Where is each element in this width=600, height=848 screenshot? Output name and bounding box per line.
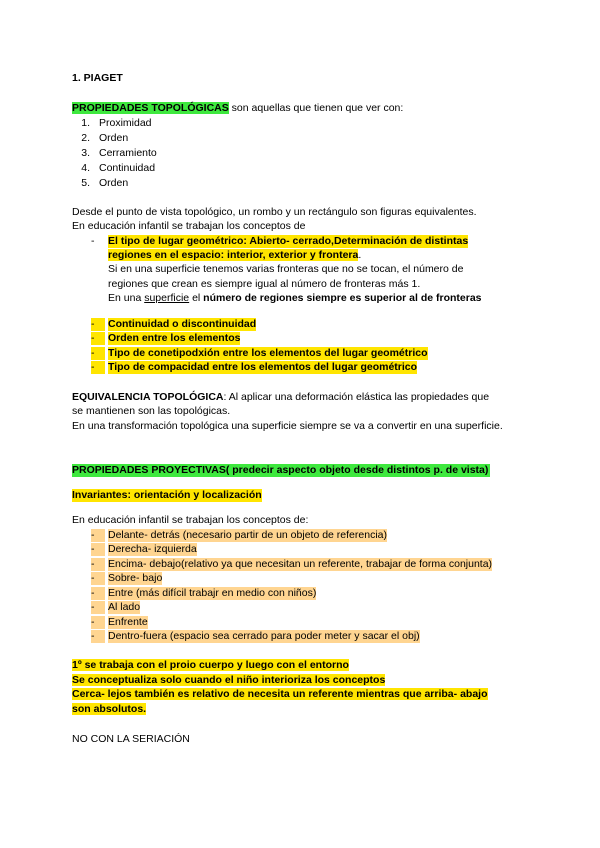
topo-item-1-text-cont: regiones en el espacio: interior, exterior y frontera bbox=[108, 249, 359, 261]
dash-bullet: - bbox=[91, 572, 105, 585]
list-number: 3. bbox=[81, 147, 90, 159]
dash-bullet: - bbox=[91, 332, 105, 345]
proj-item-text: Sobre- bajo bbox=[108, 572, 163, 584]
list-text: Orden bbox=[99, 132, 129, 144]
list-text: Orden bbox=[99, 177, 129, 189]
topo-sub-line-1: Si en una superficie tenemos varias fronteras que no se tocan, el número de bbox=[108, 263, 464, 275]
underlined-word: superficie bbox=[144, 292, 190, 304]
dash-bullet: - bbox=[91, 630, 105, 643]
note-text: Se conceptualiza solo cuando el niño interioriza los conceptos bbox=[72, 674, 386, 686]
equiv-text: : Al aplicar una deformación elástica las propiedades que bbox=[223, 391, 490, 403]
topo-item-text: Orden entre los elementos bbox=[108, 332, 241, 344]
proj-item-text: Derecha- izquierda bbox=[108, 543, 197, 555]
list-number: 2. bbox=[81, 132, 90, 144]
text-fragment: el bbox=[189, 292, 204, 304]
proj-item-text: Entre (más difícil trabajr en medio con niños) bbox=[108, 587, 317, 599]
bold-phrase: número de regiones siempre es superior al de fronteras bbox=[203, 292, 482, 304]
list-text: Cerramiento bbox=[99, 147, 157, 159]
list-item bbox=[72, 117, 152, 130]
proj-note bbox=[72, 674, 385, 687]
dash-bullet: - bbox=[91, 529, 105, 542]
dash-bullet: - bbox=[91, 347, 105, 360]
proj-item-text: Dentro-fuera (espacio sea cerrado para poder meter y sacar el obj) bbox=[108, 630, 420, 642]
footer-note: NO CON LA SERIACIÓN bbox=[72, 733, 190, 745]
topo-paragraph-1: Desde el punto de vista topológico, un rombo y un rectángulo son figuras equivalentes. bbox=[72, 206, 477, 218]
topo-item-1-text: El tipo de lugar geométrico: Abierto- cerrado,Determinación de distintas bbox=[108, 235, 469, 247]
proj-note bbox=[72, 688, 488, 701]
dash-bullet: - bbox=[91, 616, 105, 629]
proj-item-text: Al lado bbox=[108, 601, 141, 613]
topo-item-text: Tipo de compacidad entre los elementos del lugar geométrico bbox=[108, 361, 418, 373]
list-number: 1. bbox=[81, 117, 90, 129]
proj-item-text: Encima- debajo(relativo ya que necesitan un referente, trabajar de forma conjunta) bbox=[108, 558, 493, 570]
list-text: Continuidad bbox=[99, 162, 156, 174]
list-item bbox=[72, 132, 128, 145]
list-number: 5. bbox=[81, 177, 90, 189]
proj-intro: En educación infantil se trabajan los conceptos de: bbox=[72, 514, 309, 526]
list-item bbox=[72, 162, 155, 175]
proj-label: PROPIEDADES PROYECTIVAS( predecir aspecto objeto desde distintos p. de vista) bbox=[72, 464, 489, 476]
proj-item-text: Delante- detrás (necesario partir de un objeto de referencia) bbox=[108, 529, 387, 541]
topo-label: PROPIEDADES TOPOLÓGICAS bbox=[72, 102, 229, 114]
equiv-line-1 bbox=[72, 391, 489, 404]
proj-item-text: Enfrente bbox=[108, 616, 148, 628]
topo-item-text: Tipo de conetipodxión entre los elementos del lugar geométrico bbox=[108, 347, 428, 359]
list-item bbox=[72, 147, 157, 160]
dash-bullet: - bbox=[91, 558, 105, 571]
proj-note bbox=[72, 703, 146, 716]
proj-note bbox=[72, 659, 349, 672]
dash-bullet: - bbox=[91, 543, 105, 556]
list-number: 4. bbox=[81, 162, 90, 174]
dash-bullet: - bbox=[91, 235, 95, 247]
topo-paragraph-2: En educación infantil se trabajan los conceptos de bbox=[72, 220, 306, 232]
equiv-line-3: En una transformación topológica una superficie siempre se va a convertir en una superficie. bbox=[72, 420, 503, 432]
topo-item-text: Continuidad o discontinuidad bbox=[108, 318, 257, 330]
dash-bullet: - bbox=[91, 361, 105, 374]
document-heading: 1. PIAGET bbox=[72, 72, 123, 84]
topo-sub-line-3 bbox=[108, 292, 482, 305]
text-fragment: En una bbox=[108, 292, 145, 304]
note-text: Cerca- lejos también es relativo de necesita un referente mientras que arriba- abajo bbox=[72, 688, 488, 700]
note-text: son absolutos. bbox=[72, 703, 147, 715]
dash-bullet: - bbox=[91, 318, 105, 331]
topo-intro: son aquellas que tienen que ver con: bbox=[228, 102, 404, 114]
dash-bullet: - bbox=[91, 587, 105, 600]
equiv-line-2: se mantienen son las topológicas. bbox=[72, 405, 231, 417]
equiv-label: EQUIVALENCIA TOPOLÓGICA bbox=[72, 391, 224, 403]
topo-item-1-line-2 bbox=[108, 249, 361, 262]
proj-invariantes: Invariantes: orientación y localización bbox=[72, 489, 262, 501]
list-item bbox=[72, 177, 128, 190]
note-text: 1º se trabaja con el proio cuerpo y luego con el entorno bbox=[72, 659, 349, 671]
dash-bullet: - bbox=[91, 601, 105, 614]
list-text: Proximidad bbox=[99, 117, 152, 129]
topo-sub-line-2: regiones que crean es siempre igual al número de fronteras más 1. bbox=[108, 278, 421, 290]
period: . bbox=[358, 249, 362, 261]
topo-intro-line bbox=[72, 102, 403, 115]
